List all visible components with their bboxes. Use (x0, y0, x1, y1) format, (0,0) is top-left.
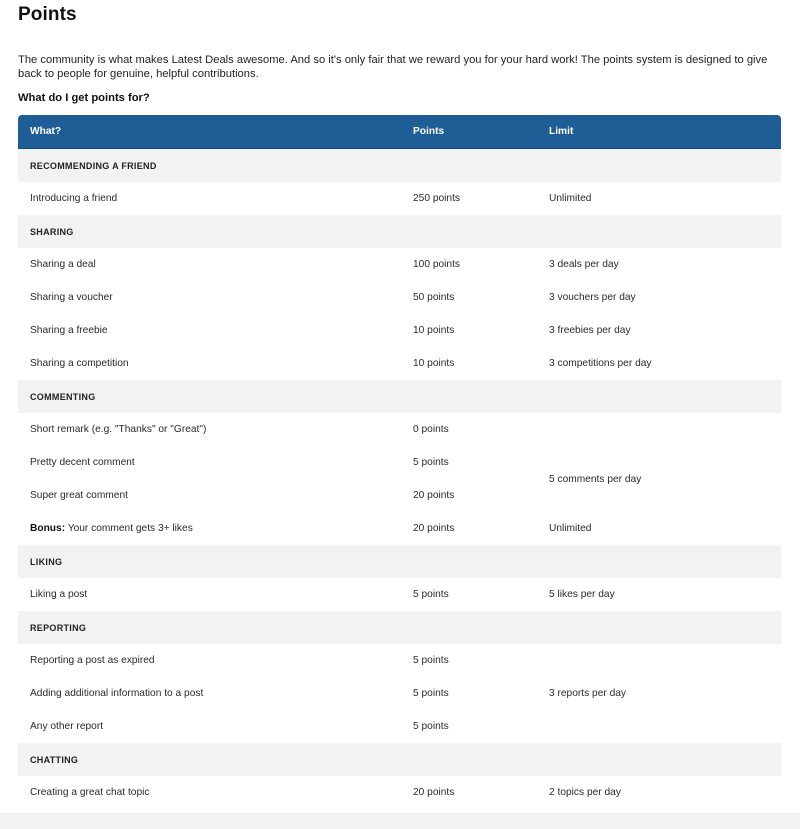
limit-cell-shared: 5 comments per day (537, 446, 781, 512)
table-row (18, 182, 781, 215)
intro-paragraph: The community is what makes Latest Deals awesome. And so it's only fair that we reward you for your hard work! The points system is designed to give back to people for genuine, helpful contributions. (18, 54, 768, 80)
activity-cell: Reporting a post as expired (18, 644, 401, 677)
points-cell: 5 points (401, 446, 537, 479)
section-row-recommending (18, 149, 781, 183)
section-row-liking (18, 545, 781, 578)
limit-cell-shared: 3 reports per day (537, 644, 781, 743)
bonus-label: Bonus: (30, 523, 66, 534)
activity-cell: Introducing a friend (18, 182, 401, 215)
points-cell: 20 points (401, 776, 537, 809)
activity-cell: Sharing a deal (18, 248, 401, 281)
table-row (18, 776, 781, 809)
points-table (18, 115, 781, 809)
section-row-chatting (18, 743, 781, 776)
points-cell: 10 points (401, 314, 537, 347)
activity-cell: Any other report (18, 710, 401, 743)
points-cell: 5 points (401, 644, 537, 677)
activity-cell: Super great comment (18, 479, 401, 512)
points-cell: 5 points (401, 710, 537, 743)
activity-cell: Pretty decent comment (18, 446, 401, 479)
points-cell: 5 points (401, 578, 537, 611)
points-cell: 250 points (401, 182, 537, 215)
table-row (18, 512, 781, 545)
table-row (18, 314, 781, 347)
points-cell: 20 points (401, 479, 537, 512)
page-title: Points (18, 4, 77, 25)
bottom-band (0, 813, 800, 829)
bonus-text: Your comment gets 3+ likes (65, 523, 193, 534)
table-header-row (18, 115, 781, 149)
section-title: COMMENTING (18, 380, 781, 413)
activity-cell: Short remark (e.g. "Thanks" or "Great") (18, 413, 401, 446)
activity-cell: Sharing a competition (18, 347, 401, 380)
section-title: REPORTING (18, 611, 781, 644)
limit-cell: 2 topics per day (537, 776, 781, 809)
table-row (18, 413, 781, 446)
points-cell: 100 points (401, 248, 537, 281)
section-title: CHATTING (18, 743, 781, 776)
limit-cell: 3 deals per day (537, 248, 781, 281)
section-title: LIKING (18, 545, 781, 578)
section-title: SHARING (18, 215, 781, 248)
activity-cell: Sharing a voucher (18, 281, 401, 314)
limit-cell: Unlimited (537, 182, 781, 215)
header-points: Points (401, 115, 537, 149)
points-cell: 0 points (401, 413, 537, 446)
activity-cell: Adding additional information to a post (18, 677, 401, 710)
activity-cell: Creating a great chat topic (18, 776, 401, 809)
activity-cell: Liking a post (18, 578, 401, 611)
limit-cell: 3 vouchers per day (537, 281, 781, 314)
limit-cell: 3 competitions per day (537, 347, 781, 380)
points-cell: 50 points (401, 281, 537, 314)
limit-cell: 5 likes per day (537, 578, 781, 611)
table-row (18, 446, 781, 479)
limit-cell: Unlimited (537, 512, 781, 545)
activity-cell: Sharing a freebie (18, 314, 401, 347)
table-row (18, 578, 781, 611)
limit-cell-empty (537, 413, 781, 446)
table-row (18, 644, 781, 677)
section-row-commenting (18, 380, 781, 413)
section-row-reporting (18, 611, 781, 644)
points-cell: 10 points (401, 347, 537, 380)
section-title: RECOMMENDING A FRIEND (18, 149, 781, 183)
points-cell: 20 points (401, 512, 537, 545)
points-subheading: What do I get points for? (18, 92, 150, 104)
table-row (18, 281, 781, 314)
header-what: What? (18, 115, 401, 149)
section-row-sharing (18, 215, 781, 248)
header-limit: Limit (537, 115, 781, 149)
table-row (18, 347, 781, 380)
activity-cell (18, 512, 401, 545)
points-cell: 5 points (401, 677, 537, 710)
table-row (18, 248, 781, 281)
limit-cell: 3 freebies per day (537, 314, 781, 347)
